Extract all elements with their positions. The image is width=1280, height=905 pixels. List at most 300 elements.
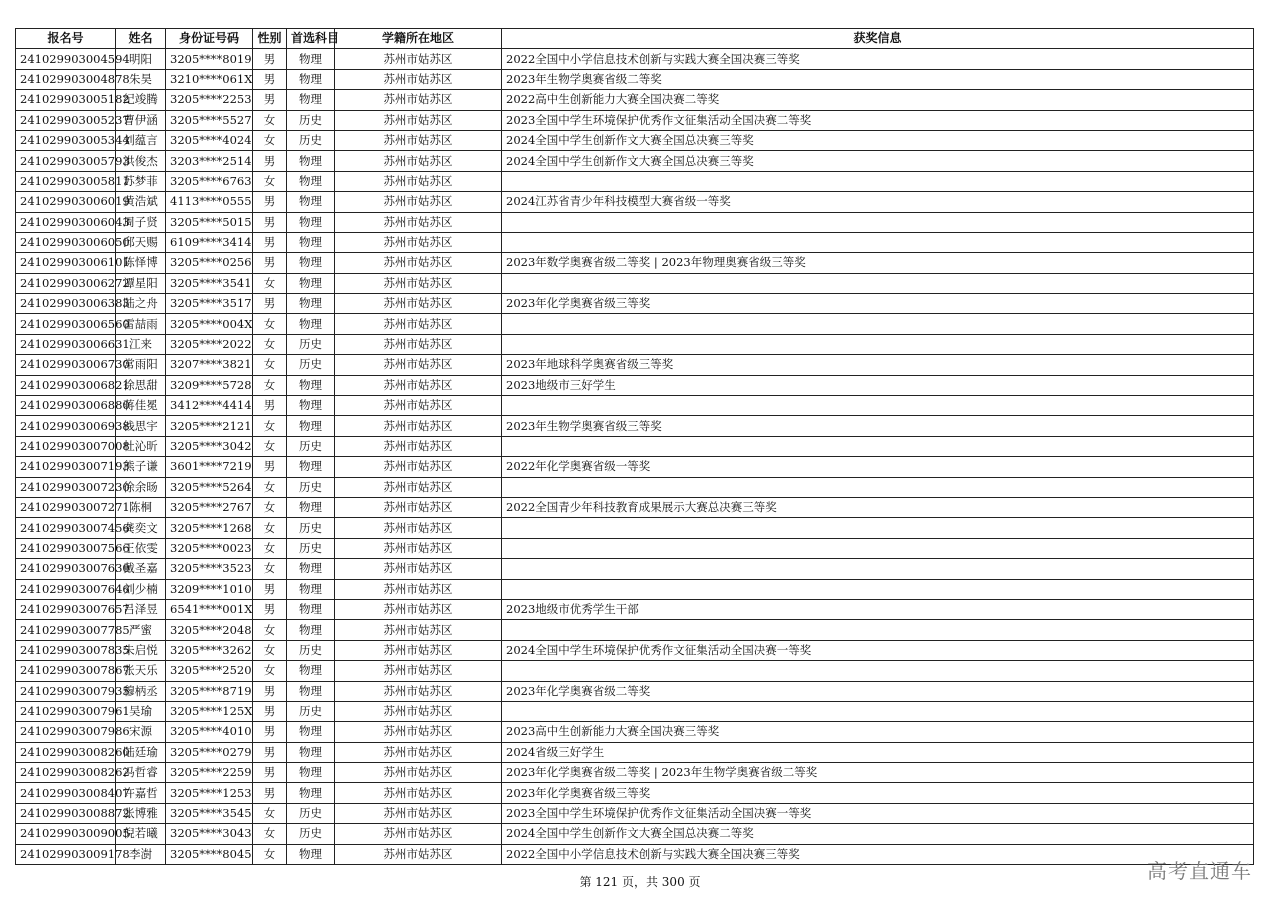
id-number-cell: 6109****3414 [166,232,253,252]
table-row [16,151,1254,171]
subject-cell: 物理 [287,314,335,334]
awards-cell: 2023年化学奥赛省级二等奖 | 2023年生物学奥赛省级二等奖 [502,763,1254,783]
table-row [16,661,1254,681]
reg-no-cell: 241029903006019 [16,192,116,212]
name-cell: 严蜜 [116,620,166,640]
id-number-cell: 3205****4010 [166,722,253,742]
region-cell: 苏州市姑苏区 [335,273,502,293]
reg-no-cell: 241029903006043 [16,212,116,232]
gender-cell: 男 [253,69,287,89]
subject-cell: 物理 [287,661,335,681]
watermark: 高考直通车 [1147,859,1252,883]
reg-no-cell: 241029903004878 [16,69,116,89]
awards-cell: 2022全国青少年科技教育成果展示大赛总决赛三等奖 [502,497,1254,517]
id-number-cell: 3207****3821 [166,355,253,375]
name-cell: 黄浩斌 [116,192,166,212]
gender-cell: 男 [253,396,287,416]
name-cell: 冯哲睿 [116,763,166,783]
name-cell: 蒋佳冕 [116,396,166,416]
table-row [16,49,1254,69]
awards-cell [502,559,1254,579]
reg-no-cell: 241029903005237 [16,110,116,130]
header-region: 学籍所在地区 [335,29,502,49]
gender-cell: 男 [253,742,287,762]
gender-cell: 男 [253,294,287,314]
reg-no-cell: 241029903006821 [16,375,116,395]
awards-cell: 2023年生物学奥赛省级二等奖 [502,69,1254,89]
gender-cell: 女 [253,436,287,456]
gender-cell: 女 [253,538,287,558]
name-cell: 张博雅 [116,803,166,823]
awards-cell [502,396,1254,416]
region-cell: 苏州市姑苏区 [335,151,502,171]
header-name: 姓名 [116,29,166,49]
header-subject: 首选科目 [287,29,335,49]
reg-no-cell: 241029903006880 [16,396,116,416]
region-cell: 苏州市姑苏区 [335,803,502,823]
table-row [16,824,1254,844]
subject-cell: 物理 [287,212,335,232]
region-cell: 苏州市姑苏区 [335,599,502,619]
reg-no-cell: 241029903006938 [16,416,116,436]
region-cell: 苏州市姑苏区 [335,130,502,150]
id-number-cell: 3205****3043 [166,824,253,844]
name-cell: 龚奕文 [116,518,166,538]
reg-no-cell: 241029903008872 [16,803,116,823]
awards-cell [502,212,1254,232]
region-cell: 苏州市姑苏区 [335,477,502,497]
subject-cell: 历史 [287,803,335,823]
table-row [16,518,1254,538]
awards-cell [502,620,1254,640]
region-cell: 苏州市姑苏区 [335,722,502,742]
id-number-cell: 3205****5527 [166,110,253,130]
subject-cell: 历史 [287,538,335,558]
name-cell: 戴圣嘉 [116,559,166,579]
gender-cell: 男 [253,579,287,599]
gender-cell: 女 [253,803,287,823]
id-number-cell: 3205****0023 [166,538,253,558]
reg-no-cell: 241029903006101 [16,253,116,273]
reg-no-cell: 241029903008260 [16,742,116,762]
name-cell: 江来 [116,334,166,354]
id-number-cell: 3205****8019 [166,49,253,69]
reg-no-cell: 241029903006272 [16,273,116,293]
subject-cell: 历史 [287,518,335,538]
gender-cell: 女 [253,620,287,640]
name-cell: 陆廷瑜 [116,742,166,762]
table-row [16,538,1254,558]
gender-cell: 女 [253,110,287,130]
awards-cell: 2024全国中学生环境保护优秀作文征集活动全国决赛一等奖 [502,640,1254,660]
table-row [16,110,1254,130]
reg-no-cell: 241029903005793 [16,151,116,171]
region-cell: 苏州市姑苏区 [335,681,502,701]
id-number-cell: 3205****5264 [166,477,253,497]
gender-cell: 女 [253,497,287,517]
subject-cell: 物理 [287,579,335,599]
subject-cell: 物理 [287,192,335,212]
gender-cell: 女 [253,661,287,681]
name-cell: 徐余旸 [116,477,166,497]
table-row [16,355,1254,375]
name-cell: 王依雯 [116,538,166,558]
subject-cell: 物理 [287,844,335,864]
gender-cell: 女 [253,314,287,334]
id-number-cell: 3209****1010 [166,579,253,599]
awards-cell [502,314,1254,334]
region-cell: 苏州市姑苏区 [335,436,502,456]
reg-no-cell: 241029903008407 [16,783,116,803]
table-row [16,314,1254,334]
id-number-cell: 3210****061X [166,69,253,89]
awards-cell [502,232,1254,252]
region-cell: 苏州市姑苏区 [335,334,502,354]
subject-cell: 物理 [287,396,335,416]
id-number-cell: 3205****8045 [166,844,253,864]
subject-cell: 物理 [287,253,335,273]
name-cell: 苏梦菲 [116,171,166,191]
awards-cell: 2023地级市三好学生 [502,375,1254,395]
name-cell: 陈桐 [116,497,166,517]
gender-cell: 男 [253,212,287,232]
awards-cell [502,579,1254,599]
reg-no-cell: 241029903007835 [16,640,116,660]
subject-cell: 历史 [287,640,335,660]
subject-cell: 物理 [287,681,335,701]
subject-cell: 物理 [287,742,335,762]
region-cell: 苏州市姑苏区 [335,640,502,660]
region-cell: 苏州市姑苏区 [335,579,502,599]
gender-cell: 男 [253,457,287,477]
reg-no-cell: 241029903005811 [16,171,116,191]
id-number-cell: 3205****5015 [166,212,253,232]
name-cell: 雷喆雨 [116,314,166,334]
subject-cell: 历史 [287,110,335,130]
gender-cell: 男 [253,599,287,619]
id-number-cell: 3205****0279 [166,742,253,762]
gender-cell: 男 [253,232,287,252]
table-row [16,192,1254,212]
subject-cell: 物理 [287,620,335,640]
table-row [16,599,1254,619]
awards-cell: 2023全国中学生环境保护优秀作文征集活动全国决赛二等奖 [502,110,1254,130]
gender-cell: 女 [253,273,287,293]
name-cell: 邱天赐 [116,232,166,252]
gender-cell: 男 [253,722,287,742]
name-cell: 陆之舟 [116,294,166,314]
awards-cell: 2023年化学奥赛省级三等奖 [502,294,1254,314]
region-cell: 苏州市姑苏区 [335,49,502,69]
reg-no-cell: 241029903004594 [16,49,116,69]
reg-no-cell: 241029903007785 [16,620,116,640]
region-cell: 苏州市姑苏区 [335,69,502,89]
subject-cell: 物理 [287,416,335,436]
id-number-cell: 3205****2253 [166,90,253,110]
id-number-cell: 3205****2767 [166,497,253,517]
name-cell: 周子贤 [116,212,166,232]
reg-no-cell: 241029903006560 [16,314,116,334]
table-row [16,579,1254,599]
page-number: 第 121 页，共 300 页 [579,875,701,889]
name-cell: 明阳 [116,49,166,69]
reg-no-cell: 241029903007657 [16,599,116,619]
name-cell: 倪若曦 [116,824,166,844]
gender-cell: 女 [253,375,287,395]
gender-cell: 男 [253,192,287,212]
subject-cell: 历史 [287,334,335,354]
id-number-cell: 3205****2022 [166,334,253,354]
awards-cell: 2023年生物学奥赛省级三等奖 [502,416,1254,436]
reg-no-cell: 241029903006383 [16,294,116,314]
table-row [16,212,1254,232]
id-number-cell: 6541****001X [166,599,253,619]
gender-cell: 女 [253,824,287,844]
awards-cell: 2023年数学奥赛省级二等奖 | 2023年物理奥赛省级三等奖 [502,253,1254,273]
document-page [15,28,1253,865]
table-row [16,763,1254,783]
awards-cell: 2024江苏省青少年科技模型大赛省级一等奖 [502,192,1254,212]
gender-cell: 女 [253,416,287,436]
region-cell: 苏州市姑苏区 [335,457,502,477]
subject-cell: 物理 [287,232,335,252]
reg-no-cell: 241029903007008 [16,436,116,456]
subject-cell: 物理 [287,599,335,619]
id-number-cell: 3205****3541 [166,273,253,293]
table-header-row [16,29,1254,49]
table-row [16,130,1254,150]
name-cell: 张天乐 [116,661,166,681]
gender-cell: 女 [253,640,287,660]
header-awards: 获奖信息 [502,29,1254,49]
name-cell: 朱启悦 [116,640,166,660]
name-cell: 穆柄丞 [116,681,166,701]
awards-cell [502,273,1254,293]
region-cell: 苏州市姑苏区 [335,518,502,538]
id-number-cell: 4113****0555 [166,192,253,212]
awards-cell: 2022高中生创新能力大赛全国决赛二等奖 [502,90,1254,110]
region-cell: 苏州市姑苏区 [335,620,502,640]
subject-cell: 物理 [287,273,335,293]
awards-table [15,28,1254,865]
reg-no-cell: 241029903009178 [16,844,116,864]
table-row [16,457,1254,477]
table-row [16,334,1254,354]
subject-cell: 历史 [287,355,335,375]
gender-cell: 男 [253,151,287,171]
region-cell: 苏州市姑苏区 [335,355,502,375]
id-number-cell: 3601****7219 [166,457,253,477]
reg-no-cell: 241029903007935 [16,681,116,701]
reg-no-cell: 241029903007646 [16,579,116,599]
subject-cell: 物理 [287,49,335,69]
name-cell: 许嘉哲 [116,783,166,803]
region-cell: 苏州市姑苏区 [335,212,502,232]
awards-cell: 2022全国中小学信息技术创新与实践大赛全国决赛三等奖 [502,844,1254,864]
id-number-cell: 3205****004X [166,314,253,334]
region-cell: 苏州市姑苏区 [335,396,502,416]
gender-cell: 女 [253,334,287,354]
gender-cell: 男 [253,49,287,69]
region-cell: 苏州市姑苏区 [335,171,502,191]
table-row [16,640,1254,660]
name-cell: 熊子谦 [116,457,166,477]
gender-cell: 女 [253,844,287,864]
table-row [16,69,1254,89]
subject-cell: 物理 [287,90,335,110]
subject-cell: 物理 [287,722,335,742]
table-row [16,681,1254,701]
region-cell: 苏州市姑苏区 [335,824,502,844]
awards-cell [502,538,1254,558]
awards-cell [502,171,1254,191]
reg-no-cell: 241029903007271 [16,497,116,517]
id-number-cell: 3205****3262 [166,640,253,660]
id-number-cell: 3205****3545 [166,803,253,823]
reg-no-cell: 241029903005344 [16,130,116,150]
subject-cell: 物理 [287,69,335,89]
region-cell: 苏州市姑苏区 [335,559,502,579]
awards-cell: 2024全国中学生创新作文大赛全国总决赛二等奖 [502,824,1254,844]
subject-cell: 历史 [287,130,335,150]
reg-no-cell: 241029903007961 [16,701,116,721]
awards-cell [502,477,1254,497]
name-cell: 洪俊杰 [116,151,166,171]
gender-cell: 女 [253,355,287,375]
name-cell: 吕泽昱 [116,599,166,619]
reg-no-cell: 241029903008262 [16,763,116,783]
reg-no-cell: 241029903005182 [16,90,116,110]
reg-no-cell: 241029903007986 [16,722,116,742]
gender-cell: 女 [253,559,287,579]
gender-cell: 男 [253,681,287,701]
awards-cell: 2024全国中学生创新作文大赛全国总决赛三等奖 [502,130,1254,150]
reg-no-cell: 241029903007456 [16,518,116,538]
id-number-cell: 3209****5728 [166,375,253,395]
region-cell: 苏州市姑苏区 [335,253,502,273]
gender-cell: 男 [253,783,287,803]
subject-cell: 历史 [287,477,335,497]
table-body [16,49,1254,865]
name-cell: 刘少楠 [116,579,166,599]
gender-cell: 男 [253,90,287,110]
region-cell: 苏州市姑苏区 [335,375,502,395]
table-row [16,294,1254,314]
table-row [16,742,1254,762]
gender-cell: 男 [253,701,287,721]
region-cell: 苏州市姑苏区 [335,192,502,212]
awards-cell [502,436,1254,456]
region-cell: 苏州市姑苏区 [335,90,502,110]
region-cell: 苏州市姑苏区 [335,742,502,762]
name-cell: 吴瑜 [116,701,166,721]
subject-cell: 历史 [287,701,335,721]
subject-cell: 物理 [287,559,335,579]
gender-cell: 女 [253,130,287,150]
gender-cell: 男 [253,253,287,273]
id-number-cell: 3205****2259 [166,763,253,783]
id-number-cell: 3205****6763 [166,171,253,191]
name-cell: 刘蕴言 [116,130,166,150]
table-row [16,436,1254,456]
table-row [16,497,1254,517]
table-row [16,844,1254,864]
name-cell: 李澍 [116,844,166,864]
awards-cell [502,334,1254,354]
awards-cell: 2024全国中学生创新作文大赛全国总决赛三等奖 [502,151,1254,171]
id-number-cell: 3205****0256 [166,253,253,273]
name-cell: 纪竣腾 [116,90,166,110]
table-row [16,783,1254,803]
id-number-cell: 3205****4024 [166,130,253,150]
region-cell: 苏州市姑苏区 [335,232,502,252]
id-number-cell: 3203****2514 [166,151,253,171]
id-number-cell: 3205****3517 [166,294,253,314]
region-cell: 苏州市姑苏区 [335,783,502,803]
subject-cell: 物理 [287,171,335,191]
subject-cell: 物理 [287,497,335,517]
table-row [16,559,1254,579]
header-gender: 性别 [253,29,287,49]
id-number-cell: 3205****3523 [166,559,253,579]
gender-cell: 女 [253,477,287,497]
reg-no-cell: 241029903006050 [16,232,116,252]
awards-cell: 2022年化学奥赛省级一等奖 [502,457,1254,477]
subject-cell: 物理 [287,763,335,783]
subject-cell: 历史 [287,824,335,844]
awards-cell: 2022全国中小学信息技术创新与实践大赛全国决赛三等奖 [502,49,1254,69]
region-cell: 苏州市姑苏区 [335,538,502,558]
table-row [16,253,1254,273]
subject-cell: 物理 [287,375,335,395]
table-row [16,396,1254,416]
name-cell: 徐思甜 [116,375,166,395]
table-row [16,803,1254,823]
id-number-cell: 3205****3042 [166,436,253,456]
name-cell: 谭星阳 [116,273,166,293]
awards-cell: 2023高中生创新能力大赛全国决赛三等奖 [502,722,1254,742]
reg-no-cell: 241029903007566 [16,538,116,558]
awards-cell: 2023年化学奥赛省级三等奖 [502,783,1254,803]
subject-cell: 物理 [287,294,335,314]
table-row [16,722,1254,742]
id-number-cell: 3205****1268 [166,518,253,538]
region-cell: 苏州市姑苏区 [335,314,502,334]
reg-no-cell: 241029903006631 [16,334,116,354]
region-cell: 苏州市姑苏区 [335,661,502,681]
name-cell: 宋源 [116,722,166,742]
table-row [16,375,1254,395]
id-number-cell: 3412****4414 [166,396,253,416]
region-cell: 苏州市姑苏区 [335,844,502,864]
gender-cell: 男 [253,763,287,783]
reg-no-cell: 241029903007867 [16,661,116,681]
subject-cell: 历史 [287,436,335,456]
gender-cell: 女 [253,518,287,538]
name-cell: 常雨阳 [116,355,166,375]
gender-cell: 女 [253,171,287,191]
id-number-cell: 3205****2048 [166,620,253,640]
awards-cell: 2023地级市优秀学生干部 [502,599,1254,619]
table-row [16,171,1254,191]
awards-cell: 2023年地球科学奥赛省级三等奖 [502,355,1254,375]
name-cell: 曹伊涵 [116,110,166,130]
reg-no-cell: 241029903007193 [16,457,116,477]
table-row [16,701,1254,721]
header-id-number: 身份证号码 [166,29,253,49]
id-number-cell: 3205****1253 [166,783,253,803]
reg-no-cell: 241029903009005 [16,824,116,844]
